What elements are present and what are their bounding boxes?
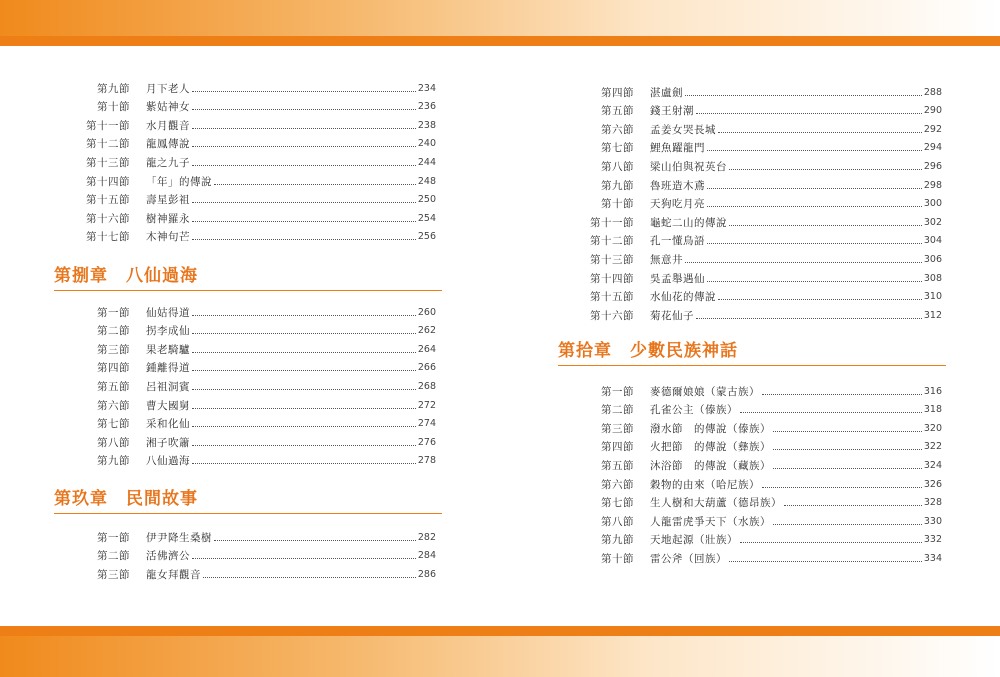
section-title: 雷公斧（回族）	[650, 552, 727, 565]
section-title: 孟姜女哭長城	[650, 123, 716, 136]
section-title: 錢王射潮	[650, 105, 694, 118]
dot-leader	[192, 315, 416, 316]
section-number: 第十六節	[86, 212, 130, 225]
dot-leader	[203, 577, 416, 578]
section-number: 第二節	[97, 550, 130, 563]
page-number: 334	[923, 552, 942, 564]
dot-leader	[773, 431, 922, 432]
section-number: 第七節	[601, 497, 634, 510]
section-number: 第三節	[97, 343, 130, 356]
section-title: 人龍雷虎爭天下（水族）	[650, 515, 771, 528]
section-title: 無意井	[650, 253, 683, 266]
section-number: 第七節	[601, 142, 634, 155]
page-number: 240	[417, 138, 436, 150]
dot-leader	[718, 132, 922, 133]
section-number: 第九節	[601, 179, 634, 192]
section-title: 鯉魚躍龍門	[650, 142, 705, 155]
chapter-title: 第玖章 民間故事	[54, 489, 198, 509]
toc-entry[interactable]	[582, 213, 942, 231]
dot-leader	[773, 449, 922, 450]
section-title: 采和化仙	[146, 418, 190, 431]
toc-entry[interactable]	[582, 494, 942, 512]
toc-entry[interactable]	[78, 528, 436, 546]
toc-entry[interactable]	[78, 565, 436, 583]
toc-entry[interactable]	[582, 250, 942, 268]
toc-entry[interactable]	[582, 195, 942, 213]
dot-leader	[762, 487, 922, 488]
section-number: 第十二節	[86, 138, 130, 151]
section-number: 第二節	[97, 325, 130, 338]
section-number: 第九節	[97, 455, 130, 468]
section-title: 潑水節 的傳說（傣族）	[650, 422, 771, 435]
section-number: 第十節	[97, 101, 130, 114]
toc-entry[interactable]	[78, 98, 436, 116]
section-number: 第八節	[601, 160, 634, 173]
page-number: 320	[923, 422, 942, 434]
dot-leader	[214, 540, 416, 541]
dot-leader	[192, 445, 416, 446]
dot-leader	[192, 239, 416, 240]
page-number: 250	[417, 194, 436, 206]
page-number: 310	[923, 291, 942, 303]
page-number: 278	[417, 455, 436, 467]
toc-entry[interactable]	[78, 322, 436, 340]
page-number: 312	[923, 309, 942, 321]
toc-entry[interactable]	[78, 135, 436, 153]
page-number: 322	[923, 441, 942, 453]
dot-leader	[762, 394, 922, 395]
section-title: 果老騎驢	[146, 343, 190, 356]
toc-entry[interactable]	[582, 288, 942, 306]
dot-leader	[685, 95, 922, 96]
dot-leader	[192, 146, 416, 147]
dot-leader	[773, 524, 922, 525]
page-number: 324	[923, 459, 942, 471]
section-number: 第十節	[601, 552, 634, 565]
footer-gradient-band	[0, 636, 1000, 677]
section-number: 第八節	[601, 515, 634, 528]
page-number: 290	[923, 105, 942, 117]
section-title: 孔一懂鳥語	[650, 235, 705, 248]
dot-leader	[707, 281, 922, 282]
toc-entry[interactable]	[582, 232, 942, 250]
section-number: 第十一節	[590, 216, 634, 229]
page-number: 304	[923, 235, 942, 247]
toc-entry[interactable]	[582, 456, 942, 474]
toc-entry[interactable]	[582, 512, 942, 530]
section-title: 麥德爾娘娘（蒙古族）	[650, 385, 760, 398]
dot-leader	[192, 333, 416, 334]
toc-entry[interactable]	[78, 303, 436, 321]
dot-leader	[192, 408, 416, 409]
toc-entry[interactable]	[582, 549, 942, 567]
section-title: 仙姑得道	[146, 306, 190, 319]
toc-entry[interactable]	[78, 377, 436, 395]
section-number: 第六節	[601, 123, 634, 136]
dot-leader	[192, 221, 416, 222]
dot-leader	[192, 352, 416, 353]
toc-entry[interactable]	[582, 83, 942, 101]
section-number: 第十五節	[86, 194, 130, 207]
page-number: 266	[417, 362, 436, 374]
dot-leader	[707, 243, 922, 244]
section-number: 第十五節	[590, 291, 634, 304]
dot-leader	[740, 542, 922, 543]
toc-entry[interactable]	[582, 419, 942, 437]
section-number: 第十三節	[590, 253, 634, 266]
toc-entry[interactable]	[78, 116, 436, 134]
section-title: 魯班造木鳶	[650, 179, 705, 192]
header-orange-stripe	[0, 36, 1000, 46]
section-title: 沐浴節 的傳說（藏族）	[650, 459, 771, 472]
section-title: 木神句芒	[146, 231, 190, 244]
section-number: 第四節	[601, 441, 634, 454]
page-number: 268	[417, 380, 436, 392]
dot-leader	[729, 561, 922, 562]
toc-entry[interactable]	[582, 102, 942, 120]
page-number: 332	[923, 534, 942, 546]
toc-entry[interactable]	[78, 209, 436, 227]
section-number: 第四節	[601, 86, 634, 99]
section-number: 第十四節	[86, 175, 130, 188]
dot-leader	[192, 202, 416, 203]
dot-leader	[707, 150, 922, 151]
section-number: 第七節	[97, 418, 130, 431]
toc-entry[interactable]	[582, 401, 942, 419]
chapter-heading-9	[54, 485, 442, 514]
section-title: 拐李成仙	[146, 325, 190, 338]
section-number: 第十六節	[590, 309, 634, 322]
section-title: 孔雀公主（傣族）	[650, 404, 738, 417]
dot-leader	[707, 206, 922, 207]
toc-entry[interactable]	[78, 396, 436, 414]
section-title: 活佛濟公	[146, 550, 190, 563]
page-number: 276	[417, 436, 436, 448]
toc-entry[interactable]	[582, 382, 942, 400]
toc-entry[interactable]	[582, 269, 942, 287]
section-title: 曹大國舅	[146, 399, 190, 412]
section-number: 第一節	[601, 385, 634, 398]
dot-leader	[729, 169, 922, 170]
dot-leader	[192, 109, 416, 110]
section-number: 第四節	[97, 362, 130, 375]
section-title: 月下老人	[146, 82, 190, 95]
section-title: 水仙花的傳說	[650, 291, 716, 304]
section-number: 第一節	[97, 531, 130, 544]
section-title: 呂祖洞賓	[146, 380, 190, 393]
section-title: 壽星彭祖	[146, 194, 190, 207]
toc-entry[interactable]	[582, 176, 942, 194]
section-title: 紫姑神女	[146, 101, 190, 114]
toc-entry[interactable]	[78, 340, 436, 358]
page-number: 272	[417, 399, 436, 411]
chapter-title: 第拾章 少數民族神話	[558, 341, 738, 361]
page-number: 284	[417, 550, 436, 562]
section-title: 天地起源（壯族）	[650, 534, 738, 547]
page-number: 248	[417, 175, 436, 187]
section-title: 鍾離得道	[146, 362, 190, 375]
page-number: 264	[417, 343, 436, 355]
dot-leader	[192, 389, 416, 390]
page-number: 254	[417, 212, 436, 224]
dot-leader	[707, 188, 922, 189]
page-number: 262	[417, 325, 436, 337]
toc-entry[interactable]	[78, 452, 436, 470]
page-number: 294	[923, 142, 942, 154]
section-title: 龍女拜觀音	[146, 568, 201, 581]
page-number: 328	[923, 497, 942, 509]
page-number: 288	[923, 86, 942, 98]
section-title: 龍鳳傳說	[146, 138, 190, 151]
toc-entry[interactable]	[582, 139, 942, 157]
dot-leader	[784, 505, 922, 506]
section-number: 第六節	[601, 478, 634, 491]
page-number: 316	[923, 385, 942, 397]
section-title: 龜蛇二山的傳說	[650, 216, 727, 229]
page-number: 296	[923, 160, 942, 172]
toc-entry[interactable]	[78, 547, 436, 565]
section-number: 第十三節	[86, 156, 130, 169]
section-number: 第九節	[97, 82, 130, 95]
section-title: 樹神羅永	[146, 212, 190, 225]
page-number: 282	[417, 531, 436, 543]
dot-leader	[192, 128, 416, 129]
page-number: 308	[923, 272, 942, 284]
section-number: 第三節	[601, 422, 634, 435]
section-title: 「年」的傳說	[146, 175, 212, 188]
section-title: 火把節 的傳說（彝族）	[650, 441, 771, 454]
chapter-heading-10	[558, 337, 946, 366]
section-title: 水月觀音	[146, 119, 190, 132]
toc-entry[interactable]	[78, 415, 436, 433]
section-number: 第十一節	[86, 119, 130, 132]
section-title: 天狗吃月亮	[650, 198, 705, 211]
page-number: 260	[417, 306, 436, 318]
page-number: 300	[923, 198, 942, 210]
section-title: 八仙過海	[146, 455, 190, 468]
toc-entry[interactable]	[582, 531, 942, 549]
dot-leader	[192, 370, 416, 371]
page-number: 274	[417, 418, 436, 430]
page-number: 306	[923, 253, 942, 265]
toc-entry[interactable]	[78, 153, 436, 171]
dot-leader	[214, 184, 416, 185]
section-number: 第三節	[97, 568, 130, 581]
section-title: 伊尹降生桑樹	[146, 531, 212, 544]
page-number: 292	[923, 123, 942, 135]
page-number: 330	[923, 515, 942, 527]
section-number: 第八節	[97, 436, 130, 449]
section-number: 第六節	[97, 399, 130, 412]
dot-leader	[729, 225, 922, 226]
dot-leader	[685, 262, 922, 263]
chapter-title: 第捌章 八仙過海	[54, 266, 198, 286]
section-number: 第五節	[97, 380, 130, 393]
toc-entry[interactable]	[78, 191, 436, 209]
page-number: 244	[417, 156, 436, 168]
page-number: 302	[923, 216, 942, 228]
footer-orange-stripe	[0, 626, 1000, 636]
dot-leader	[192, 558, 416, 559]
page-number: 236	[417, 101, 436, 113]
toc-entry[interactable]	[582, 306, 942, 324]
toc-entry[interactable]	[582, 120, 942, 138]
section-number: 第十二節	[590, 235, 634, 248]
section-number: 第五節	[601, 105, 634, 118]
toc-entry[interactable]	[78, 228, 436, 246]
toc-entry[interactable]	[78, 172, 436, 190]
section-number: 第十七節	[86, 231, 130, 244]
page-number: 298	[923, 179, 942, 191]
section-title: 穀物的由來（哈尼族）	[650, 478, 760, 491]
section-title: 湛盧劍	[650, 86, 683, 99]
toc-entry[interactable]	[582, 438, 942, 456]
section-number: 第九節	[601, 534, 634, 547]
toc-entry[interactable]	[582, 157, 942, 175]
page-number: 234	[417, 82, 436, 94]
dot-leader	[696, 113, 922, 114]
page-number: 318	[923, 404, 942, 416]
dot-leader	[718, 299, 922, 300]
header-gradient-band	[0, 0, 1000, 36]
section-title: 龍之九子	[146, 156, 190, 169]
dot-leader	[192, 463, 416, 464]
toc-entry[interactable]	[78, 433, 436, 451]
section-title: 菊花仙子	[650, 309, 694, 322]
section-number: 第一節	[97, 306, 130, 319]
chapter-heading-8	[54, 262, 442, 291]
page-number: 326	[923, 478, 942, 490]
dot-leader	[192, 426, 416, 427]
section-title: 吳孟舉遇仙	[650, 272, 705, 285]
dot-leader	[192, 165, 416, 166]
section-number: 第十四節	[590, 272, 634, 285]
dot-leader	[773, 468, 922, 469]
dot-leader	[192, 91, 416, 92]
section-number: 第二節	[601, 404, 634, 417]
section-title: 梁山伯與祝英台	[650, 160, 727, 173]
toc-entry[interactable]	[78, 79, 436, 97]
section-title: 湘子吹簫	[146, 436, 190, 449]
dot-leader	[696, 318, 922, 319]
section-number: 第十節	[601, 198, 634, 211]
section-number: 第五節	[601, 459, 634, 472]
toc-entry[interactable]	[582, 475, 942, 493]
dot-leader	[740, 412, 922, 413]
page-number: 256	[417, 231, 436, 243]
page-number: 286	[417, 568, 436, 580]
section-title: 生人樹和大葫蘆（德昂族）	[650, 497, 782, 510]
toc-entry[interactable]	[78, 359, 436, 377]
page-number: 238	[417, 119, 436, 131]
